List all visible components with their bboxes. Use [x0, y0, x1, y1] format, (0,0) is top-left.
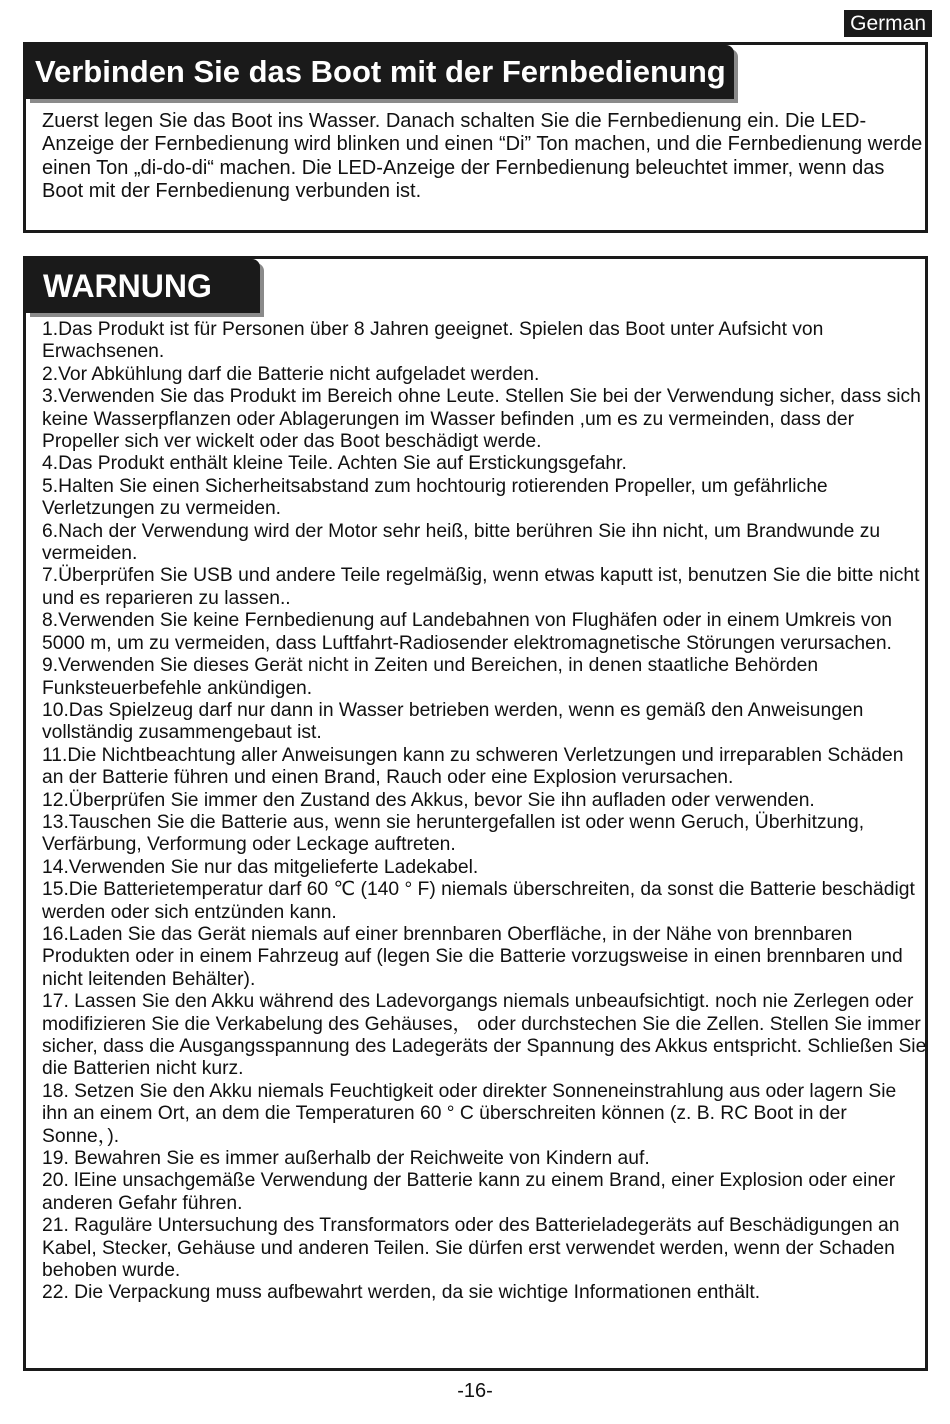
warning-item-8: 8.Verwenden Sie keine Fernbedienung auf Landebahnen von Flughäfen oder in einem Umkreis von 5000 m, um zu vermeiden, dass Luftfahrt-Radiosender elektromagnetische Störungen verursachen.	[42, 610, 893, 654]
warning-item-16: 16.Laden Sie das Gerät niemals auf einer brennbaren Oberfläche, in der Nähe von brennbaren Produkten oder in einem Fahrzeug auf (legen Sie die Batterie vorzugsweise in einen brennbaren und nicht leitenden Behälter).	[42, 923, 903, 990]
warning-item-5: 5.Halten Sie einen Sicherheitsabstand zum hochtourig rotierenden Propeller, um gefährliche Verletzungen zu vermeiden.	[42, 475, 828, 520]
warning-item-20: 20. lEine unsachgemäße Verwendung der Batterie kann zu einem Brand, einer Explosion oder einer anderen Gefahr führen.	[42, 1170, 896, 1214]
warning-item-21: 21. Raguläre Untersuchung des Transformators oder des Batterieladegeräts auf Beschädigungen an Kabel, Stecker, Gehäuse und anderen Teilen. Sie dürfen erst verwendet werden, wenn der Schaden behoben wurde.	[42, 1215, 900, 1282]
warning-item-4: 4.Das Produkt enthält kleine Teile. Achten Sie auf Erstickungsgefahr.	[42, 453, 627, 475]
language-tag: German	[844, 10, 932, 37]
warning-item-14: 14.Verwenden Sie nur das mitgelieferte Ladekabel.	[42, 856, 479, 878]
warning-section-title: WARNUNG	[26, 259, 260, 313]
warning-item-15: 15.Die Batterietemperatur darf 60 ℃ (140 ° F) niemals überschreiten, da sonst die Batterie beschädigt werden oder sich entzünden kann.	[42, 879, 915, 923]
connect-section-title: Verbinden Sie das Boot mit der Fernbedienung	[26, 45, 734, 99]
warning-item-22: 22. Die Verpackung muss aufbewahrt werden, da sie wichtige Informationen enthält.	[42, 1282, 761, 1304]
warning-item-12: 12.Überprüfen Sie immer den Zustand des Akkus, bevor Sie ihn aufladen oder verwenden.	[42, 789, 815, 811]
connect-section-text: Zuerst legen Sie das Boot ins Wasser. Danach schalten Sie die Fernbedienung ein. Die LED-Anzeige der Fernbedienung wird blinken und einen “Di” Ton machen, und die Fernbedienung werde einen Ton „di-do-di“ machen. Die LED-Anzeige der Fernbedienung beleuchtet immer, wenn das Boot mit der Fernbedienung verbunden ist.	[42, 110, 923, 203]
warning-item-9: 9.Verwenden Sie dieses Gerät nicht in Zeiten und Bereichen, in denen staatliche Behörden Funksteuerbefehle ankündigen.	[42, 655, 819, 699]
warning-item-1: 1.Das Produkt ist für Personen über 8 Jahren geeignet. Spielen das Boot unter Aufsicht von Erwachsenen.	[42, 319, 824, 363]
warning-item-17: 17. Lassen Sie den Akku während des Ladevorgangs niemals unbeaufsichtigt. noch nie Zerlegen oder modifizieren Sie die Verkabelung des Gehäuses， oder durchstechen Sie die Zellen. Stellen Sie immer sicher, dass die Ausgangsspannung des Ladegeräts der Spannung des Akkus entspricht. Schließen Sie die Batterien nicht kurz.	[42, 991, 927, 1080]
warning-item-10: 10.Das Spielzeug darf nur dann in Wasser betrieben werden, wenn es gemäß den Anweisungen vollständig zusammengebaut ist.	[42, 699, 864, 744]
connect-section	[23, 42, 928, 233]
warning-section	[23, 256, 928, 1371]
warning-item-11: 11.Die Nichtbeachtung aller Anweisungen kann zu schweren Verletzungen und irreparablen Schäden an der Batterie führen und einen Brand, Rauch oder eine Explosion verursachen.	[42, 744, 904, 789]
warning-item-18: 18. Setzen Sie den Akku niemals Feuchtigkeit oder direkter Sonneneinstrahlung aus oder lagern Sie ihn an einem Ort, an dem die Temperaturen 60 ° C überschreiten können (z. B. RC Boot in der Sonne，).	[42, 1080, 897, 1147]
warning-item-6: 6.Nach der Verwendung wird der Motor sehr heiß, bitte berühren Sie ihn nicht, um Brandwunde zu vermeiden.	[42, 520, 881, 565]
warning-list	[42, 319, 927, 1305]
warning-item-19: 19. Bewahren Sie es immer außerhalb der Reichweite von Kindern auf.	[42, 1148, 650, 1170]
page-number: -16-	[457, 1380, 493, 1402]
warning-item-3: 3.Verwenden Sie das Produkt im Bereich ohne Leute. Stellen Sie bei der Verwendung sicher, dass sich keine Wasserpflanzen oder Ablagerungen im Wasser befinden ,um es zu vermeinden, dass der Propeller sich ver wickelt oder das Boot beschädigt werde.	[42, 386, 921, 453]
warning-item-13: 13.Tauschen Sie die Batterie aus, wenn sie heruntergefallen ist oder wenn Geruch, Überhitzung, Verfärbung, Verformung oder Leckage auftreten.	[42, 811, 865, 856]
warning-item-7: 7.Überprüfen Sie USB und andere Teile regelmäßig, wenn etwas kaputt ist, benutzen Sie die bitte nicht und es reparieren zu lassen..	[42, 565, 920, 609]
warning-item-2: 2.Vor Abkühlung darf die Batterie nicht aufgeladet werden.	[42, 363, 540, 385]
